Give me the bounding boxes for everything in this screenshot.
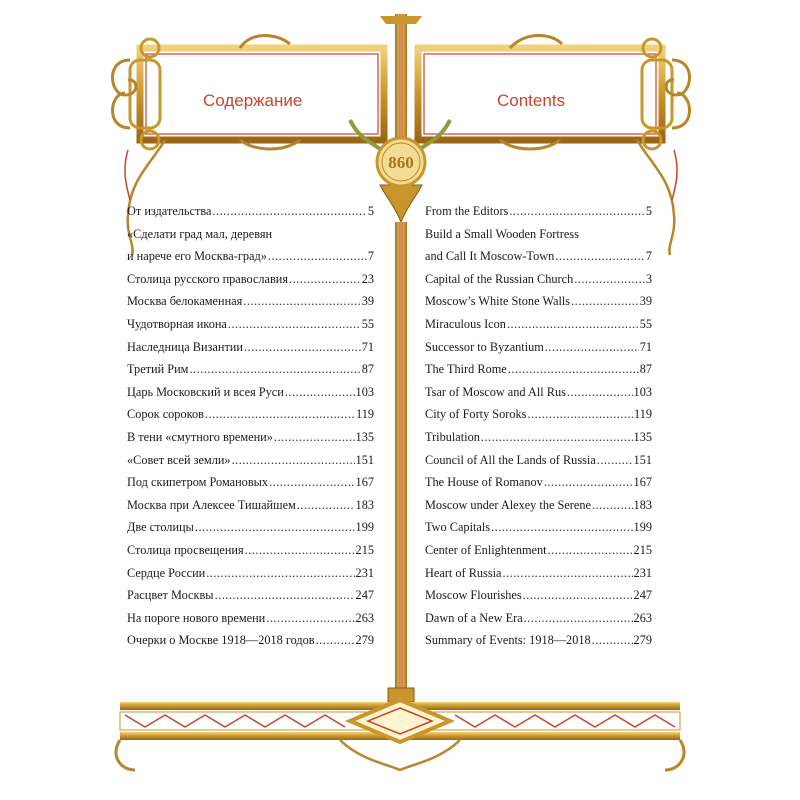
toc-leader-dots — [544, 475, 633, 490]
toc-leader-dots — [215, 588, 355, 603]
toc-entry-page: 231 — [633, 565, 652, 580]
toc-entry-title: Build a Small Wooden Fortress — [425, 226, 579, 241]
toc-entry-title: Two Capitals — [425, 520, 491, 535]
toc-leader-dots — [527, 407, 633, 422]
toc-entry-page: 263 — [355, 610, 374, 625]
toc-leader-dots — [481, 430, 633, 445]
toc-entry-page: 71 — [639, 339, 652, 354]
toc-entry — [425, 227, 652, 250]
toc-entry-page: 215 — [355, 542, 374, 557]
toc-leader-dots — [274, 430, 355, 445]
toc-entry-title: Очерки о Москве 1918—2018 годов — [127, 633, 315, 648]
toc-leader-dots — [503, 566, 633, 581]
toc-entry — [127, 294, 374, 317]
toc-entry — [127, 566, 374, 589]
toc-leader-dots — [297, 498, 355, 513]
toc-leader-dots — [316, 633, 355, 648]
toc-entry-title: Dawn of a New Era — [425, 610, 523, 625]
toc-leader-dots — [269, 475, 354, 490]
toc-entry-page: 87 — [639, 362, 652, 377]
toc-entry-page: 167 — [633, 475, 652, 490]
toc-entry-title: Council of All the Lands of Russia — [425, 452, 596, 467]
toc-leader-dots — [555, 249, 645, 264]
toc-leader-dots — [507, 317, 639, 332]
toc-entry — [425, 475, 652, 498]
toc-entry — [127, 543, 374, 566]
toc-leader-dots — [509, 204, 645, 219]
toc-entry-page: 247 — [633, 588, 652, 603]
toc-leader-dots — [567, 385, 633, 400]
toc-entry-title: Москва при Алексее Тишайшем — [127, 497, 296, 512]
toc-entry — [127, 430, 374, 453]
toc-leader-dots — [195, 520, 355, 535]
toc-entry — [127, 272, 374, 295]
toc-leader-dots — [245, 543, 355, 558]
toc-entry — [425, 340, 652, 363]
toc-entry — [127, 204, 374, 227]
toc-entry — [425, 588, 652, 611]
toc-entry — [127, 249, 374, 272]
toc-entry-page: 199 — [633, 520, 652, 535]
toc-entry-page: 39 — [361, 294, 374, 309]
toc-entry — [425, 498, 652, 521]
toc-leader-dots — [548, 543, 633, 558]
toc-leader-dots — [508, 362, 639, 377]
toc-entry-page: 87 — [361, 362, 374, 377]
medallion-emblem — [377, 138, 425, 186]
toc-entry-title: Center of Enlightenment — [425, 542, 547, 557]
toc-entry-page: 151 — [633, 452, 652, 467]
toc-entry-page: 183 — [355, 497, 374, 512]
toc-entry-page: 119 — [356, 407, 374, 422]
toc-entry — [425, 385, 652, 408]
toc-entry-page: 279 — [633, 633, 652, 648]
toc-entry — [127, 317, 374, 340]
toc-leader-dots — [524, 611, 633, 626]
toc-entry — [425, 362, 652, 385]
toc-leader-dots — [523, 588, 633, 603]
toc-entry-title: Царь Московский и всея Руси — [127, 384, 284, 399]
toc-leader-dots — [597, 453, 633, 468]
toc-entry-title: Две столицы — [127, 520, 194, 535]
toc-entry — [127, 633, 374, 656]
toc-entry-page: 7 — [367, 249, 374, 264]
toc-entry-title: Heart of Russia — [425, 565, 502, 580]
toc-entry-page: 71 — [361, 339, 374, 354]
toc-leader-dots — [592, 498, 633, 513]
toc-leader-dots — [266, 611, 354, 626]
toc-entry-title: From the Editors — [425, 204, 509, 218]
toc-entry — [425, 272, 652, 295]
toc-entry-title: Столица просвещения — [127, 542, 244, 557]
heading-contents-ru: Содержание — [203, 91, 303, 110]
toc-entry-title: Сердце России — [127, 565, 206, 580]
toc-entry-title: Столица русского православия — [127, 271, 289, 286]
toc-entry — [425, 453, 652, 476]
toc-leader-dots — [206, 566, 354, 581]
toc-entry — [127, 475, 374, 498]
toc-entry-title: Summary of Events: 1918—2018 — [425, 633, 591, 648]
toc-entry-page: 39 — [639, 294, 652, 309]
heading-contents-en: Contents — [497, 91, 566, 110]
toc-entry-page: 279 — [355, 633, 374, 648]
toc-entry — [127, 362, 374, 385]
toc-leader-dots — [212, 204, 366, 219]
toc-entry-page: 5 — [645, 204, 652, 218]
toc-entry-title: Moscow Flourishes — [425, 588, 522, 603]
toc-entry — [127, 407, 374, 430]
toc-entry-page: 5 — [367, 204, 374, 218]
toc-entry — [425, 633, 652, 656]
toc-entry-page: 247 — [355, 588, 374, 603]
toc-entry-page: 231 — [355, 565, 374, 580]
toc-leader-dots — [205, 407, 355, 422]
toc-leader-dots — [285, 385, 355, 400]
toc-entry-page: 199 — [355, 520, 374, 535]
toc-leader-dots — [189, 362, 360, 377]
toc-entry — [127, 453, 374, 476]
toc-entry-title: Чудотворная икона — [127, 316, 227, 331]
toc-entry-title: The House of Romanov — [425, 475, 543, 490]
toc-entry-title: и нарече его Москва-град» — [127, 249, 267, 264]
toc-entry-page: 55 — [639, 316, 652, 331]
toc-entry-title: Москва белокаменная — [127, 294, 243, 309]
toc-leader-dots — [244, 340, 361, 355]
toc-leader-dots — [289, 272, 361, 287]
medallion-text: 860 — [388, 153, 414, 172]
toc-entry — [425, 249, 652, 272]
toc-entry — [127, 520, 374, 543]
toc-entry — [127, 611, 374, 634]
toc-entry-page: 23 — [361, 271, 374, 286]
toc-entry — [425, 204, 652, 227]
toc-entry-title: Tsar of Moscow and All Rus — [425, 384, 566, 399]
toc-leader-dots — [232, 453, 355, 468]
toc-entry-title: Наследница Византии — [127, 339, 243, 354]
toc-entry-page: 55 — [361, 316, 374, 331]
toc-leader-dots — [571, 294, 639, 309]
toc-entry-title: and Call It Moscow-Town — [425, 249, 555, 264]
toc-leader-dots — [243, 294, 360, 309]
toc-entry — [425, 566, 652, 589]
toc-entry-page: 135 — [355, 429, 374, 444]
toc-entry-title: В тени «смутного времени» — [127, 429, 273, 444]
toc-leader-dots — [574, 272, 645, 287]
toc-leader-dots — [228, 317, 361, 332]
toc-entry-title: Capital of the Russian Church — [425, 271, 574, 286]
toc-entry-page: 167 — [355, 475, 374, 490]
toc-entry-page: 263 — [633, 610, 652, 625]
toc-entry-title: Расцвет Москвы — [127, 588, 214, 603]
toc-entry-title: Moscow’s White Stone Walls — [425, 294, 571, 309]
toc-entry-title: Под скипетром Романовых — [127, 475, 269, 490]
toc-entry — [425, 520, 652, 543]
toc-entry-page: 151 — [355, 452, 374, 467]
toc-entry-page: 103 — [633, 384, 652, 399]
toc-entry — [127, 385, 374, 408]
toc-entry-title: Сорок сороков — [127, 407, 204, 422]
toc-entry — [425, 430, 652, 453]
toc-entry-page: 3 — [645, 271, 652, 286]
toc-entry-title: Tribulation — [425, 429, 480, 444]
toc-leader-dots — [491, 520, 632, 535]
toc-entry-page: 103 — [355, 384, 374, 399]
toc-list-ru — [127, 204, 374, 656]
toc-entry — [127, 340, 374, 363]
toc-leader-dots — [545, 340, 639, 355]
toc-entry-title: «Совет всей земли» — [127, 452, 231, 467]
toc-entry — [127, 588, 374, 611]
toc-entry — [425, 407, 652, 430]
toc-entry-page: 7 — [645, 249, 652, 264]
toc-entry-title: «Сделати град мал, деревян — [127, 226, 273, 241]
toc-entry-page: 183 — [633, 497, 652, 512]
toc-entry-title: City of Forty Soroks — [425, 407, 527, 422]
toc-list-en — [425, 204, 652, 656]
toc-entry — [425, 317, 652, 340]
bottom-ornament-bar — [116, 700, 684, 770]
toc-entry-title: Moscow under Alexey the Serene — [425, 497, 591, 512]
toc-entry-title: Miraculous Icon — [425, 316, 506, 331]
toc-entry-page: 119 — [634, 407, 652, 422]
toc-entry-title: The Third Rome — [425, 362, 507, 377]
toc-leader-dots — [268, 249, 367, 264]
toc-entry — [127, 227, 374, 250]
toc-entry-title: На пороге нового времени — [127, 610, 266, 625]
toc-entry — [425, 294, 652, 317]
toc-entry — [127, 498, 374, 521]
toc-entry — [425, 543, 652, 566]
toc-entry-title: Successor to Byzantium — [425, 339, 544, 354]
toc-entry-title: Третий Рим — [127, 362, 189, 377]
toc-entry-title: От издательства — [127, 204, 212, 218]
toc-leader-dots — [592, 633, 633, 648]
toc-entry-page: 215 — [633, 542, 652, 557]
toc-entry-page: 135 — [633, 429, 652, 444]
toc-entry — [425, 611, 652, 634]
